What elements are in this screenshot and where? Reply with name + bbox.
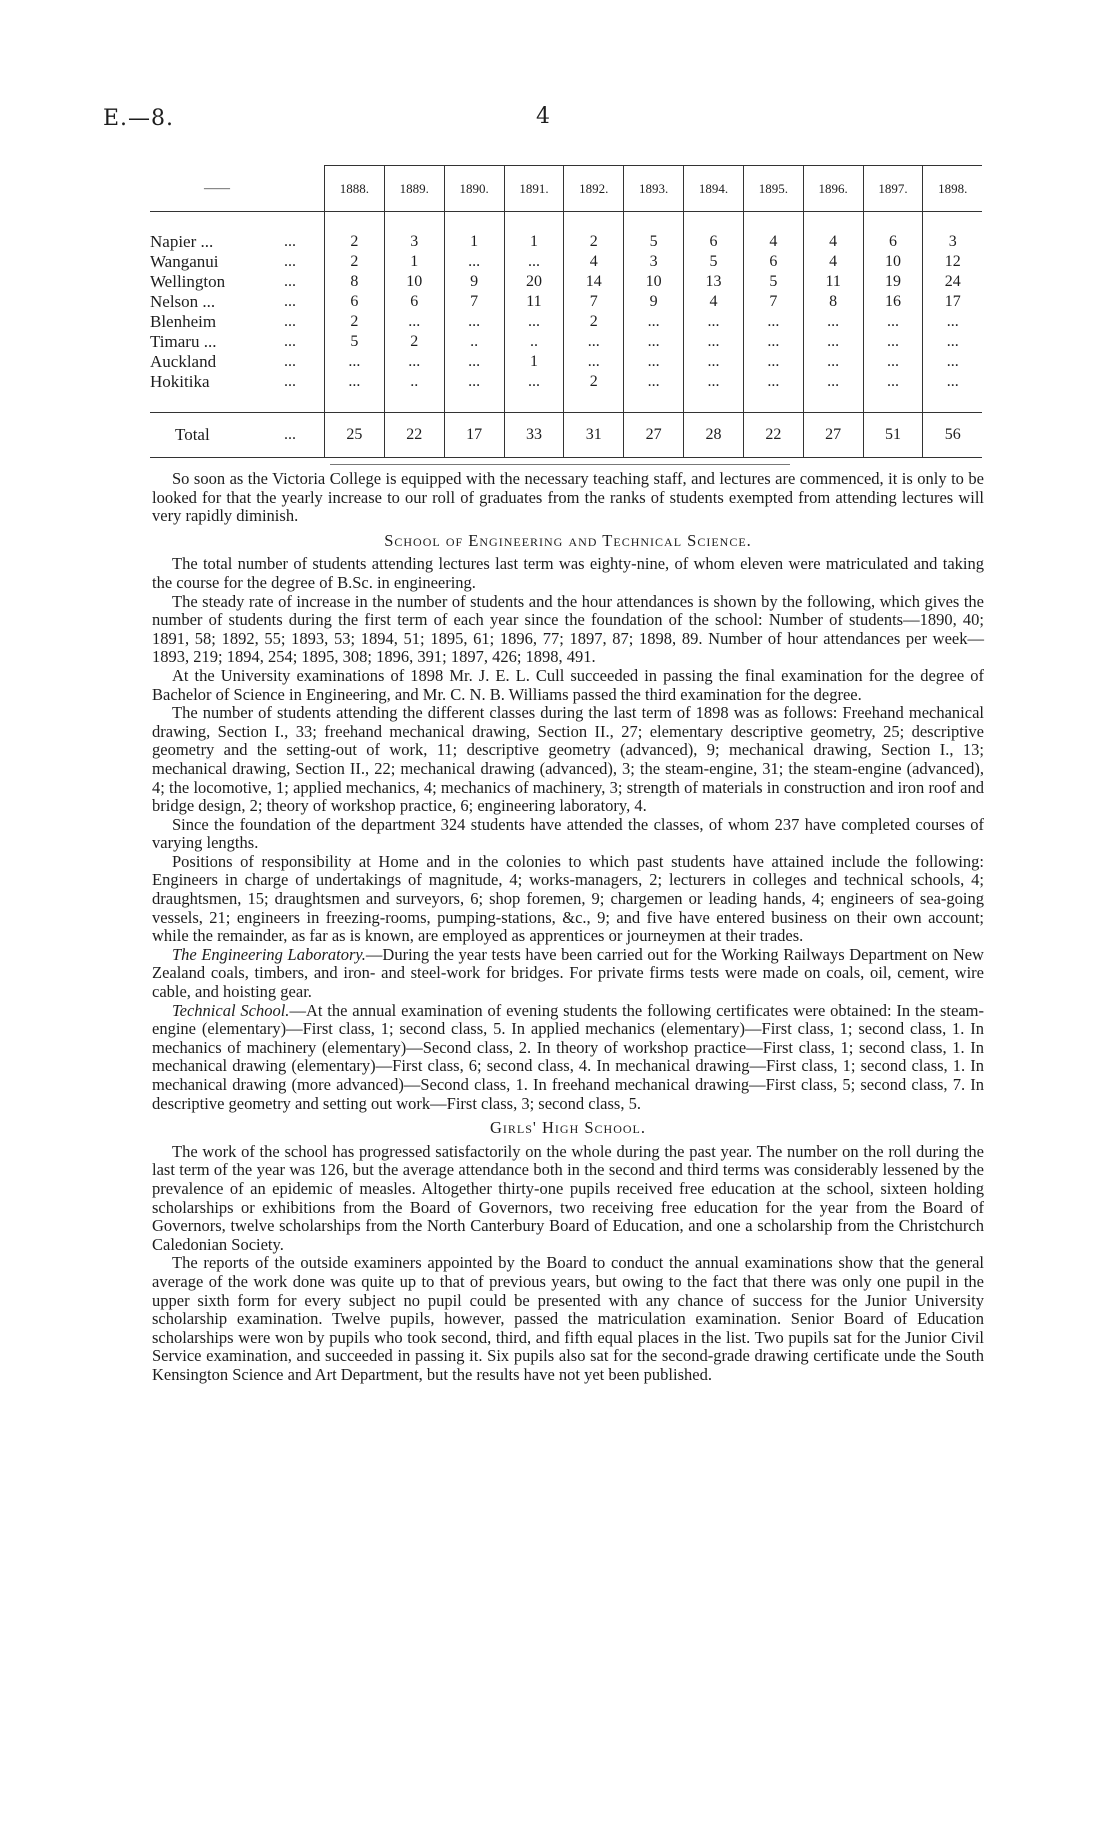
table-cell: ... bbox=[863, 372, 923, 392]
table-cell: 2 bbox=[325, 232, 385, 252]
table-cell: 4 bbox=[803, 232, 863, 252]
page-number: 4 bbox=[536, 104, 550, 129]
table-cell: 5 bbox=[743, 272, 803, 292]
technical-school-text: —At the annual examination of evening students the following certificates were obtained: In the steam-engine (elementary)—First class, 1; second class, 5. In applied mechanics (elementary)—First class, 1; second class, 1. In mechanics of machinery (elementary)—Second class, 2. In theory of workshop practice—First class, 1; second class, 1. In mechanical drawing (elementary)—First class, 6; second class, 4. In mechanical drawing—First class, 1; second class, 1. In mechanical drawing (more advanced)—Second class, 1. In freehand mechanical drawing—First class, 5; second class, 7. In descriptive geometry and setting out work—First class, 3; second class, 5. bbox=[152, 1000, 984, 1113]
table-cell: 28 bbox=[684, 413, 744, 458]
table-cell: 22 bbox=[384, 413, 444, 458]
table-cell: 27 bbox=[624, 413, 684, 458]
year-header: 1898. bbox=[923, 166, 982, 212]
table-cell: ... bbox=[863, 332, 923, 352]
paragraph-class-numbers: The number of students attending the different classes during the last term of 1898 was as follows: Freehand mechanical drawing, Section I., 33; freehand mechanical drawing, Section II., 27; elementary descriptive geometry, 25; descriptive geometry and the setting-out of work, 11; descriptive geometry (advanced), 9; mechanical drawing, Section I., 13; mechanical drawing, Section II., 22; mechanical drawing (advanced), 3; the steam-engine, 31; the steam-engine (advanced), 4; the locomotive, 1; applied mechanics, 4; mechanics of machinery, 3; strength of materials in construction and iron roof and bridge design, 2; theory of workshop practice, 6; engineering laboratory, 4. bbox=[152, 703, 984, 816]
table-cell: 7 bbox=[564, 292, 624, 312]
row-label: Hokitika bbox=[150, 372, 210, 391]
table-cell: ... bbox=[863, 352, 923, 372]
table-cell: 14 bbox=[564, 272, 624, 292]
table-cell: 16 bbox=[863, 292, 923, 312]
spacer-row bbox=[150, 392, 982, 413]
table-cell: 4 bbox=[803, 252, 863, 272]
paragraph-total-students: The total number of students attending lectures last term was eighty-nine, of whom eleven were matriculated and taking the course for the degree of B.Sc. in engineering. bbox=[152, 554, 984, 592]
table-cell: ... bbox=[444, 252, 504, 272]
heading-girls-high-school: Girls' High School. bbox=[489, 1118, 647, 1138]
table-cell: 3 bbox=[384, 232, 444, 252]
graduates-by-year-table bbox=[150, 165, 982, 458]
table-cell: 1 bbox=[504, 352, 564, 372]
table-cell: 9 bbox=[624, 292, 684, 312]
table-cell: 17 bbox=[923, 292, 982, 312]
table-cell: 11 bbox=[803, 272, 863, 292]
leader-dots: ... bbox=[284, 333, 296, 350]
table-cell: ... bbox=[684, 332, 744, 352]
table-end-rule bbox=[330, 464, 790, 465]
row-label: Blenheim bbox=[150, 312, 217, 331]
row-label: Wellington bbox=[150, 272, 226, 291]
table-cell: ... bbox=[863, 312, 923, 332]
paragraph-victoria-college: So soon as the Victoria College is equipped with the necessary teaching staff, and lectures are commenced, it is only to be looked for that the yearly increase to our roll of graduates from the ranks of students exempted from attending lectures will very rapidly diminish. bbox=[152, 469, 984, 526]
table-cell: ... bbox=[444, 312, 504, 332]
table-cell: 6 bbox=[743, 252, 803, 272]
table-cell: 5 bbox=[684, 252, 744, 272]
table-cell: ... bbox=[743, 312, 803, 332]
paragraph-technical-school bbox=[152, 1002, 984, 1114]
table-cell: 2 bbox=[325, 312, 385, 332]
year-header: 1897. bbox=[863, 166, 923, 212]
table-cell: ... bbox=[564, 352, 624, 372]
table-row bbox=[150, 312, 982, 332]
table-cell: ... bbox=[624, 352, 684, 372]
table-cell: ... bbox=[923, 352, 982, 372]
year-header: 1890. bbox=[444, 166, 504, 212]
row-label: Nelson ... bbox=[150, 292, 216, 311]
table-body bbox=[150, 212, 982, 458]
leader-dots: ... bbox=[284, 373, 296, 390]
table-cell: 6 bbox=[684, 232, 744, 252]
engineering-laboratory-title: The Engineering Laboratory. bbox=[172, 944, 366, 964]
leader-dots: ... bbox=[284, 233, 296, 250]
table-cell: ... bbox=[624, 372, 684, 392]
year-header: 1891. bbox=[504, 166, 564, 212]
table-cell: ... bbox=[684, 312, 744, 332]
table-cell: 8 bbox=[325, 272, 385, 292]
row-label: Total bbox=[150, 413, 284, 458]
table-header-row bbox=[150, 166, 982, 212]
table-cell: 51 bbox=[863, 413, 923, 458]
table-cell: 1 bbox=[504, 232, 564, 252]
table-cell: .. bbox=[444, 332, 504, 352]
table-cell: ... bbox=[803, 332, 863, 352]
year-header: 1894. bbox=[684, 166, 744, 212]
table-cell: ... bbox=[564, 332, 624, 352]
technical-school-title: Technical School. bbox=[172, 1000, 290, 1020]
table-cell: 2 bbox=[564, 232, 624, 252]
table-cell: ... bbox=[624, 332, 684, 352]
table-cell: ... bbox=[743, 332, 803, 352]
table-row bbox=[150, 292, 982, 312]
table-cell: 2 bbox=[564, 372, 624, 392]
table-row bbox=[150, 352, 982, 372]
table-cell: 3 bbox=[624, 252, 684, 272]
header-spacer bbox=[284, 166, 325, 212]
year-header: 1895. bbox=[743, 166, 803, 212]
table-cell: ... bbox=[325, 372, 385, 392]
table-cell: ... bbox=[923, 372, 982, 392]
table-cell: 10 bbox=[863, 252, 923, 272]
table-cell: 6 bbox=[863, 232, 923, 252]
table-cell: 1 bbox=[384, 252, 444, 272]
corner-cell: —— bbox=[150, 166, 284, 212]
table-cell: 7 bbox=[444, 292, 504, 312]
table-cell: ... bbox=[923, 312, 982, 332]
table-cell: 2 bbox=[384, 332, 444, 352]
spacer-row bbox=[150, 212, 982, 233]
paragraph-university-exams: At the University examinations of 1898 Mr. J. E. L. Cull succeeded in passing the final examination for the degree of Bachelor of Science in Engineering, and Mr. C. N. B. Williams passed the third examination for the degree. bbox=[152, 665, 984, 704]
year-header: 1889. bbox=[384, 166, 444, 212]
table-cell: ... bbox=[743, 352, 803, 372]
table-cell: 6 bbox=[325, 292, 385, 312]
table-cell: 33 bbox=[504, 413, 564, 458]
table-row bbox=[150, 232, 982, 252]
table-cell: 10 bbox=[384, 272, 444, 292]
year-header: 1892. bbox=[564, 166, 624, 212]
table-cell: .. bbox=[384, 372, 444, 392]
table-cell: ... bbox=[384, 352, 444, 372]
leader-dots: ... bbox=[284, 253, 296, 270]
table-cell: 4 bbox=[564, 252, 624, 272]
table-cell: 3 bbox=[923, 232, 982, 252]
table-cell: .. bbox=[504, 332, 564, 352]
table-cell: 22 bbox=[743, 413, 803, 458]
table-cell: ... bbox=[444, 352, 504, 372]
table-cell: 9 bbox=[444, 272, 504, 292]
table-cell: ... bbox=[504, 372, 564, 392]
table-cell: 5 bbox=[325, 332, 385, 352]
table-cell: ... bbox=[384, 312, 444, 332]
table-cell: ... bbox=[684, 352, 744, 372]
table-cell: ... bbox=[684, 372, 744, 392]
table-cell: ... bbox=[504, 312, 564, 332]
heading-school-of-engineering: School of Engineering and Technical Science. bbox=[384, 530, 752, 550]
table-cell: ... bbox=[743, 372, 803, 392]
table-cell: ... bbox=[803, 372, 863, 392]
table-cell: 24 bbox=[923, 272, 982, 292]
row-label: Napier ... bbox=[150, 232, 214, 251]
leader-dots: ... bbox=[284, 313, 296, 330]
table-cell: 6 bbox=[384, 292, 444, 312]
paragraph-school-progress: The work of the school has progressed satisfactorily on the whole during the past year. The number on the roll during the last term of the year was 126, but the average attendance both in the second and third terms was considerably lessened by the prevalence of an epidemic of measles. Altogether thirty-one pupils received free education at the school, sixteen holding scholarships or exhibitions from the Board of Governors, two receiving free education for the year from the Board of Governors, twelve scholarships from the North Canterbury Board of Education, and one a scholarship from the Christchurch Caledonian Society. bbox=[152, 1141, 984, 1254]
table-cell: ... bbox=[923, 332, 982, 352]
year-header: 1888. bbox=[325, 166, 385, 212]
paragraph-positions: Positions of responsibility at Home and in the colonies to which past students have attained include the following: Engineers in charge of undertakings of magnitude, 4; works-managers, 2; lecturers in colleges and technical schools, 4; draughtsmen, 15; draughtsmen and surveyors, 6; shop foremen, 9; chargemen or leading hands, 4; engineers of sea-going vessels, 21; engineers in freezing-rooms, pumping-stations, &c., 9; and five have entered business on their own account; while the remainder, as far as is known, are employed as apprentices or journeymen at their trades. bbox=[152, 851, 984, 946]
leader-dots: ... bbox=[284, 293, 296, 310]
row-label: Wanganui bbox=[150, 252, 219, 271]
leader-dots: ... bbox=[284, 273, 296, 290]
paragraph-department-foundation: Since the foundation of the department 324 students have attended the classes, of whom 237 have completed courses of varying lengths. bbox=[152, 814, 984, 853]
table-cell: 7 bbox=[743, 292, 803, 312]
body-text bbox=[152, 470, 984, 1385]
table-row bbox=[150, 252, 982, 272]
table-cell: 1 bbox=[444, 232, 504, 252]
table-cell: 12 bbox=[923, 252, 982, 272]
report-reference: E.—8. bbox=[103, 106, 175, 131]
table-cell: 4 bbox=[743, 232, 803, 252]
table-cell: ... bbox=[444, 372, 504, 392]
table-cell: ... bbox=[803, 312, 863, 332]
table-cell: 25 bbox=[325, 413, 385, 458]
paragraph-examiners-reports: The reports of the outside examiners appointed by the Board to conduct the annual examinations show that the general average of the work done was quite up to that of previous years, but owing to the fact that there was only one pupil in the upper sixth form for every subject no pupil could be presented with any chance of success for the Junior University scholarship examination. Twelve pupils, however, passed the matriculation examination. Senior Board of Education scholarships were won by pupils who took second, third, and fifth equal places in the list. Two pupils sat for the Junior Civil Service examination, and succeeded in passing it. Six pupils also sat for the second-grade drawing certificate unde the South Kensington Science and Art Department, but the results have not yet been published. bbox=[152, 1253, 984, 1384]
year-header: 1893. bbox=[624, 166, 684, 212]
table-cell: ... bbox=[504, 252, 564, 272]
table-cell: ... bbox=[803, 352, 863, 372]
paragraph-engineering-laboratory bbox=[152, 946, 984, 1002]
table-cell: 4 bbox=[684, 292, 744, 312]
table-row bbox=[150, 332, 982, 352]
table-cell: 10 bbox=[624, 272, 684, 292]
table-cell: 31 bbox=[564, 413, 624, 458]
table-cell: 56 bbox=[923, 413, 982, 458]
paragraph-rate-of-increase: The steady rate of increase in the number of students and the hour attendances is shown by the following, which gives the number of students during the first term of each year since the foundation of the school: Number of students—1890, 40; 1891, 58; 1892, 55; 1893, 53; 1894, 51; 1895, 61; 1896, 77; 1897, 87; 1898, 89. Number of hour attendances per week—1893, 219; 1894, 254; 1895, 308; 1896, 391; 1897, 426; 1898, 491. bbox=[152, 591, 984, 667]
total-row bbox=[150, 413, 982, 458]
engineering-laboratory-text: —During the year tests have been carried out for the Working Railways Department on New Zealand coals, timbers, and iron- and steel-work for bridges. For private firms tests were made on coals, oil, cement, wire cable, and hoisting gear. bbox=[152, 944, 984, 1002]
table-cell: 11 bbox=[504, 292, 564, 312]
table-cell: 8 bbox=[803, 292, 863, 312]
table-cell: 17 bbox=[444, 413, 504, 458]
table-cell: 20 bbox=[504, 272, 564, 292]
leader-dots: ... bbox=[284, 353, 296, 370]
row-label: Auckland bbox=[150, 352, 217, 371]
table-row bbox=[150, 372, 982, 392]
table-cell: 19 bbox=[863, 272, 923, 292]
year-header: 1896. bbox=[803, 166, 863, 212]
leader-dots: ... bbox=[284, 413, 325, 458]
table-row bbox=[150, 272, 982, 292]
table-cell: ... bbox=[325, 352, 385, 372]
table-cell: 2 bbox=[564, 312, 624, 332]
table-cell: 13 bbox=[684, 272, 744, 292]
table-cell: 5 bbox=[624, 232, 684, 252]
row-label: Timaru ... bbox=[150, 332, 217, 351]
table-cell: 27 bbox=[803, 413, 863, 458]
table-cell: ... bbox=[624, 312, 684, 332]
table-cell: 2 bbox=[325, 252, 385, 272]
